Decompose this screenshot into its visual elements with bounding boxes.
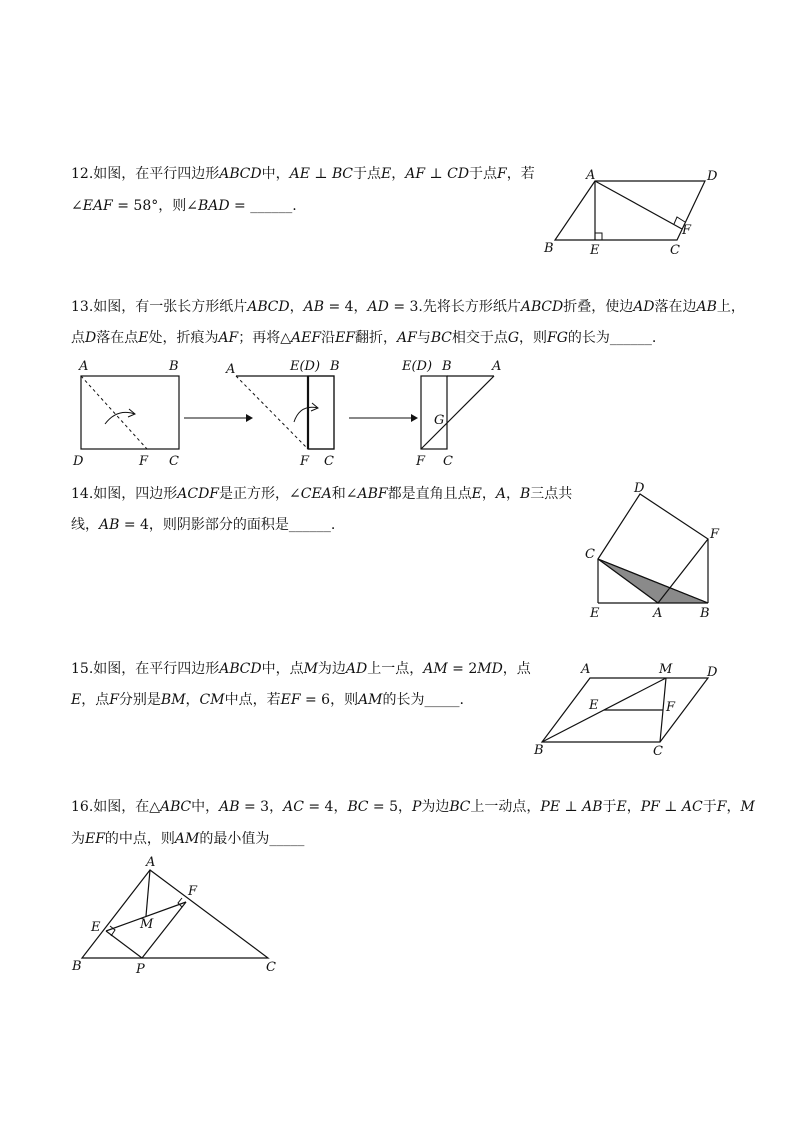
- p15-label-b: B: [534, 743, 544, 758]
- p12-right-angle-e: [595, 233, 602, 240]
- p16-label-e: E: [91, 920, 101, 935]
- p16-triangle-abc: [82, 870, 268, 958]
- p13-f3-label-a: A: [492, 359, 502, 374]
- p13-fold-line-2: [236, 376, 308, 449]
- p13-f1-label-a: A: [79, 359, 89, 374]
- p12-label-c: C: [670, 243, 680, 258]
- p15-label-a: A: [581, 662, 591, 677]
- p13-f2-label-c: C: [324, 454, 334, 469]
- p13-f1-label-d: D: [73, 454, 84, 469]
- p13-segment-af: [421, 376, 494, 449]
- p13-f2-label-ed: E(D): [290, 359, 321, 374]
- p13-f3-label-f: F: [416, 454, 426, 469]
- p13-f1-label-f: F: [139, 454, 149, 469]
- p14-line-1: 14.如图，四边形𝐴𝐶𝐷𝐹是正方形，∠𝐶𝐸𝐴和∠𝐴𝐵𝐹都是直角且点𝐸，𝐴，𝐵三点共: [71, 486, 573, 502]
- p16-figure: [66, 852, 286, 977]
- p13-f1-label-c: C: [169, 454, 179, 469]
- p12-label-a: A: [586, 168, 596, 183]
- p14-label-e: E: [590, 606, 600, 621]
- p13-f3-label-ed: E(D): [402, 359, 433, 374]
- p12-line-2: ∠𝐸𝐴𝐹 = 58°，则∠𝐵𝐴𝐷 = ______.: [71, 198, 297, 214]
- p16-label-b: B: [72, 959, 82, 974]
- p14-label-c: C: [585, 547, 595, 562]
- p13-f1-label-b: B: [169, 359, 179, 374]
- p15-figure: [530, 656, 730, 761]
- p12-label-b: B: [544, 241, 554, 256]
- p13-strip: [308, 376, 334, 449]
- p13-triangle-top: [236, 376, 334, 449]
- p13-f2-label-f: F: [300, 454, 310, 469]
- p12-label-e: E: [590, 243, 600, 258]
- p16-line-2: 为𝐸𝐹的中点，则𝐴𝑀的最小值为_____: [71, 831, 305, 847]
- p13-f2-label-a: A: [226, 362, 236, 377]
- p13-figure-1: [65, 356, 195, 471]
- p15-label-d: D: [707, 665, 718, 680]
- p14-label-a: A: [653, 606, 663, 621]
- p14-line-2: 线，𝐴𝐵 = 4，则阴影部分的面积是______.: [71, 517, 336, 533]
- p14-label-d: D: [634, 481, 645, 496]
- p14-label-b: B: [700, 606, 710, 621]
- p13-line-1: 13.如图，有一张长方形纸片𝐴𝐵𝐶𝐷，𝐴𝐵 = 4，𝐴𝐷 = 3.先将长方形纸片𝐴𝐵𝐶𝐷折叠，使边𝐴𝐷落在边𝐴𝐵上，: [71, 299, 745, 315]
- p15-line-1: 15.如图，在平行四边形𝐴𝐵𝐶𝐷中，点𝑀为边𝐴𝐷上一点，𝐴𝑀 = 2𝑀𝐷，点: [71, 661, 531, 677]
- p13-f2-label-b: B: [330, 359, 340, 374]
- p16-label-a: A: [146, 855, 156, 870]
- p14-figure: [578, 478, 728, 623]
- p15-label-c: C: [653, 744, 663, 759]
- p13-f3-label-b: B: [442, 359, 452, 374]
- p14-label-f: F: [710, 527, 720, 542]
- p16-label-p: P: [136, 962, 145, 977]
- p13-f3-label-g: G: [434, 413, 445, 428]
- p15-line-2: 𝐸，点𝐹分别是𝐵𝑀，𝐶𝑀中点，若𝐸𝐹 = 6，则𝐴𝑀的长为_____.: [71, 692, 464, 708]
- p15-label-e: E: [589, 698, 599, 713]
- p16-label-m: M: [140, 917, 154, 932]
- p16-right-angle-f: [178, 898, 182, 907]
- p13-fold-arrow: [105, 412, 135, 424]
- p13-figure-2: [222, 356, 352, 471]
- p15-label-m: M: [659, 662, 673, 677]
- p12-line-1: 12.如图，在平行四边形𝐴𝐵𝐶𝐷中，𝐴𝐸 ⊥ 𝐵𝐶于点𝐸，𝐴𝐹 ⊥ 𝐶𝐷于点𝐹，若: [71, 166, 535, 182]
- p12-segment-af: [595, 181, 682, 229]
- p13-f3-label-c: C: [443, 454, 453, 469]
- p13-line-2: 点𝐷落在点𝐸处，折痕为𝐴𝐹；再将△𝐴𝐸𝐹沿𝐸𝐹翻折，𝐴𝐹与𝐵𝐶相交于点𝐺，则𝐹𝐺的长为______.: [71, 330, 657, 346]
- p12-label-d: D: [707, 169, 718, 184]
- p12-figure: [540, 165, 725, 260]
- p16-label-f: F: [188, 884, 198, 899]
- p13-fold-line: [81, 376, 147, 449]
- p16-line-1: 16.如图，在△𝐴𝐵𝐶中，𝐴𝐵 = 3，𝐴𝐶 = 4，𝐵𝐶 = 5，𝑃为边𝐵𝐶上一动点，𝑃𝐸 ⊥ 𝐴𝐵于𝐸，𝑃𝐹 ⊥ 𝐴𝐶于𝐹，𝑀: [71, 799, 755, 815]
- p13-figure-3: [400, 356, 515, 471]
- p16-segment-am: [146, 870, 150, 916]
- p12-label-f: F: [682, 223, 692, 238]
- p16-label-c: C: [266, 960, 276, 975]
- p15-label-f: F: [666, 700, 676, 715]
